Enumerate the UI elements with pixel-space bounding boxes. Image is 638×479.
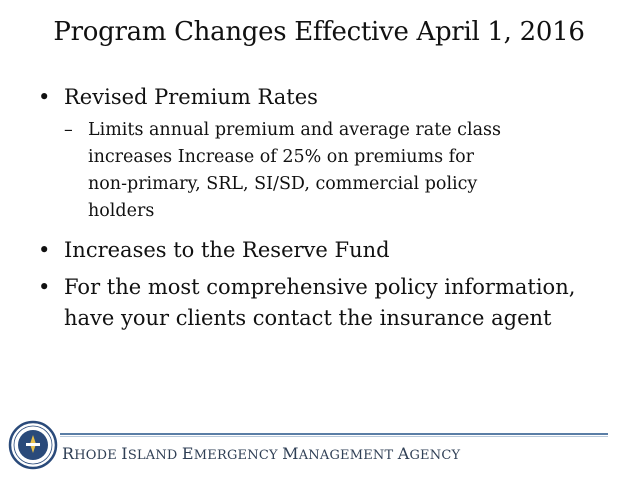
sub-bullet-line: holders <box>88 201 155 221</box>
sub-bullet-line: non-primary, SRL, SI/SD, commercial policy <box>88 174 478 194</box>
footer-agency-name: RHODE ISLAND EMERGENCY MANAGEMENT AGENCY <box>62 444 461 463</box>
dash-icon: – <box>64 120 73 140</box>
bullet-icon: • <box>38 85 51 109</box>
sub-bullet-line: increases Increase of 25% on premiums for <box>88 147 475 167</box>
bullet-icon: • <box>38 275 51 299</box>
bullet-text: Revised Premium Rates <box>64 85 318 109</box>
agency-seal-icon <box>8 420 58 470</box>
bullet-icon: • <box>38 238 51 262</box>
footer-rule <box>60 433 608 435</box>
bullet-text: Increases to the Reserve Fund <box>64 238 390 262</box>
bullet-text: For the most comprehensive policy information, have your clients contact the insurance agent <box>64 275 576 330</box>
bullet-list <box>38 82 608 334</box>
slide-title: Program Changes Effective April 1, 2016 <box>53 17 585 47</box>
bullet-item-policy-info <box>38 272 608 334</box>
sub-bullet-item <box>38 117 608 225</box>
bullet-item-premium-rates <box>38 82 608 113</box>
footer-rule-light <box>60 436 608 437</box>
bullet-item-reserve-fund <box>38 235 608 266</box>
sub-bullet-line: Limits annual premium and average rate class <box>88 120 501 140</box>
